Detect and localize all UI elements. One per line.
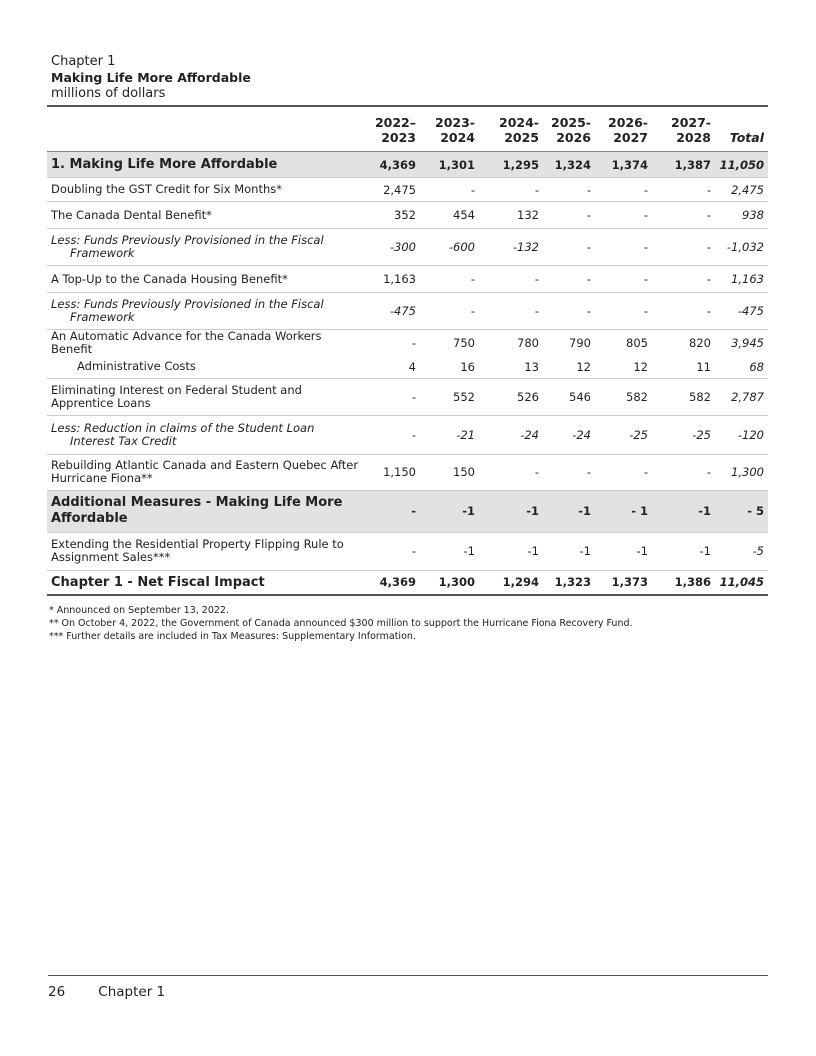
- cell: -: [643, 240, 648, 254]
- cell: -: [643, 272, 648, 286]
- table-row: [47, 178, 768, 202]
- cell: -: [470, 304, 475, 318]
- column-header: 2027- 2028: [671, 115, 711, 145]
- cell-total: 1,300: [731, 465, 764, 479]
- cell: 780: [517, 336, 539, 350]
- column-header-row: [47, 106, 768, 152]
- cell-total: 3,945: [731, 336, 764, 350]
- cell: -: [534, 182, 539, 197]
- units-label: millions of dollars: [51, 86, 166, 101]
- cell-total: 2,787: [731, 389, 764, 404]
- cell: 4: [408, 359, 416, 374]
- cell: 1,300: [438, 575, 475, 590]
- cell: -1: [578, 504, 591, 518]
- cell: -600: [448, 240, 475, 254]
- cell: -25: [692, 427, 711, 442]
- cell: 16: [460, 359, 475, 374]
- cell: -132: [512, 240, 539, 254]
- cell: 12: [576, 359, 591, 374]
- row-label: Administrative Costs: [77, 359, 196, 374]
- cell: 1,150: [383, 465, 416, 479]
- table-row: [47, 415, 768, 454]
- cell: -24: [520, 427, 539, 442]
- table-row: [47, 293, 768, 330]
- column-header: 2025- 2026: [551, 115, 591, 145]
- cell: -1: [579, 544, 591, 558]
- cell: 1,386: [674, 575, 711, 590]
- cell-total: 938: [742, 208, 764, 222]
- cell: - 1: [631, 504, 648, 518]
- cell-total: -120: [737, 427, 764, 442]
- cell: -24: [572, 427, 591, 442]
- cell: 1,294: [502, 575, 539, 590]
- section-row: [47, 490, 768, 532]
- cell: 1,323: [554, 575, 591, 590]
- cell: 790: [569, 336, 591, 350]
- cell: 582: [689, 389, 711, 404]
- cell: 11: [696, 359, 711, 374]
- cell: -: [470, 182, 475, 197]
- cell: -1: [462, 504, 475, 518]
- column-header: 2022– 2023: [374, 115, 416, 145]
- cell: -: [706, 304, 711, 318]
- cell: -: [411, 544, 416, 558]
- cell-total: -1,032: [726, 240, 764, 254]
- cell: -: [586, 240, 591, 254]
- cell: 352: [394, 208, 416, 222]
- cell: 1,324: [554, 157, 591, 172]
- row-label: Eliminating Interest on Federal Student and Apprentice Loans: [51, 382, 302, 410]
- row-label: An Automatic Advance for the Canada Workers Benefit: [51, 329, 322, 356]
- table-row: [47, 454, 768, 490]
- cell: -: [643, 182, 648, 197]
- cell: -: [534, 272, 539, 286]
- cell-total: 1,163: [731, 272, 764, 286]
- table-row: [47, 532, 768, 570]
- cell: -1: [699, 544, 711, 558]
- fiscal-impact-table: [47, 105, 768, 596]
- cell-total: 68: [749, 359, 764, 374]
- cell: 750: [453, 336, 475, 350]
- column-header-label: [47, 106, 365, 152]
- cell: -: [586, 272, 591, 286]
- page-header: [51, 54, 251, 102]
- cell: 454: [453, 208, 475, 222]
- cell: -: [706, 465, 711, 479]
- cell: -: [586, 465, 591, 479]
- column-header: 2023- 2024: [435, 115, 475, 145]
- page-footer: [48, 975, 768, 1000]
- cell: 1,163: [383, 272, 416, 286]
- cell: 12: [633, 359, 648, 374]
- cell: 526: [517, 389, 539, 404]
- row-label: Less: Funds Previously Provisioned in the Fiscal Framework: [51, 233, 324, 260]
- row-label: Additional Measures - Making Life More Affordable: [51, 495, 343, 526]
- cell: -: [586, 208, 591, 222]
- row-label: The Canada Dental Benefit*: [51, 207, 212, 222]
- row-label: Doubling the GST Credit for Six Months*: [51, 182, 282, 196]
- cell: -: [534, 465, 539, 479]
- cell: -: [706, 272, 711, 286]
- cell: 820: [689, 336, 711, 350]
- cell: 13: [524, 359, 539, 374]
- row-label: Less: Reduction in claims of the Student Loan Interest Tax Credit: [51, 420, 315, 448]
- row-label: Extending the Residential Property Flipping Rule to Assignment Sales***: [51, 537, 344, 564]
- table-row: [47, 229, 768, 266]
- cell-total: -5: [752, 544, 764, 558]
- table-row: [47, 266, 768, 293]
- cell-total: -475: [737, 304, 764, 318]
- cell: -: [643, 304, 648, 318]
- cell: -: [706, 182, 711, 197]
- cell: -: [411, 336, 416, 350]
- table-row: [47, 356, 768, 378]
- cell: 4,369: [379, 575, 416, 590]
- cell: -1: [526, 504, 539, 518]
- page-number: 26: [48, 984, 66, 1000]
- cell: 2,475: [383, 182, 416, 197]
- cell: -1: [698, 504, 711, 518]
- column-header: 2026- 2027: [608, 115, 648, 145]
- cell: -: [643, 465, 648, 479]
- cell: -1: [636, 544, 648, 558]
- cell: -: [411, 504, 416, 518]
- cell: 1,295: [502, 157, 539, 172]
- row-label: Chapter 1 - Net Fiscal Impact: [51, 574, 265, 590]
- row-label: Less: Funds Previously Provisioned in the Fiscal Framework: [51, 297, 324, 324]
- cell: -475: [389, 304, 416, 318]
- cell: -: [470, 272, 475, 286]
- cell-total: - 5: [747, 504, 764, 518]
- cell: -: [706, 240, 711, 254]
- cell: -1: [527, 544, 539, 558]
- cell: 1,373: [611, 575, 648, 590]
- cell: 4,369: [379, 157, 416, 172]
- cell-total: 11,050: [719, 157, 764, 172]
- cell: 552: [453, 389, 475, 404]
- cell: -25: [629, 427, 648, 442]
- footnote: *** Further details are included in Tax Measures: Supplementary Information.: [49, 631, 416, 642]
- cell-total: 11,045: [719, 575, 764, 590]
- cell: 150: [453, 465, 475, 479]
- cell: -: [586, 182, 591, 197]
- cell: -: [534, 304, 539, 318]
- cell: 582: [626, 389, 648, 404]
- cell: 546: [569, 389, 591, 404]
- cell: -: [643, 208, 648, 222]
- chapter-label: Chapter 1: [51, 54, 116, 69]
- footnote: * Announced on September 13, 2022.: [49, 605, 229, 616]
- table-row: [47, 330, 768, 357]
- row-label: 1. Making Life More Affordable: [51, 157, 278, 172]
- cell: -1: [463, 544, 475, 558]
- total-row: [47, 570, 768, 595]
- cell: -: [411, 389, 416, 404]
- table-row: [47, 202, 768, 229]
- cell: 805: [626, 336, 648, 350]
- cell: 132: [517, 208, 539, 222]
- row-label: Rebuilding Atlantic Canada and Eastern Quebec After Hurricane Fiona**: [51, 458, 359, 485]
- row-label: A Top-Up to the Canada Housing Benefit*: [51, 271, 288, 286]
- cell: -: [411, 427, 416, 442]
- table-title: Making Life More Affordable: [51, 70, 251, 85]
- section-row: [47, 152, 768, 178]
- cell-total: 2,475: [731, 182, 764, 197]
- footnotes: [49, 604, 633, 643]
- cell: 1,387: [674, 157, 711, 172]
- cell: -21: [456, 427, 475, 442]
- column-header-total: Total: [729, 130, 764, 145]
- cell: 1,301: [438, 157, 475, 172]
- cell: -300: [389, 240, 416, 254]
- column-header: 2024- 2025: [499, 115, 539, 145]
- cell: -: [586, 304, 591, 318]
- footnote: ** On October 4, 2022, the Government of Canada announced $300 million to support the Hurricane Fiona Recovery Fund.: [49, 618, 633, 629]
- footer-chapter-label: Chapter 1: [98, 984, 166, 1000]
- cell: -: [706, 208, 711, 222]
- cell: 1,374: [611, 157, 648, 172]
- table-row: [47, 378, 768, 415]
